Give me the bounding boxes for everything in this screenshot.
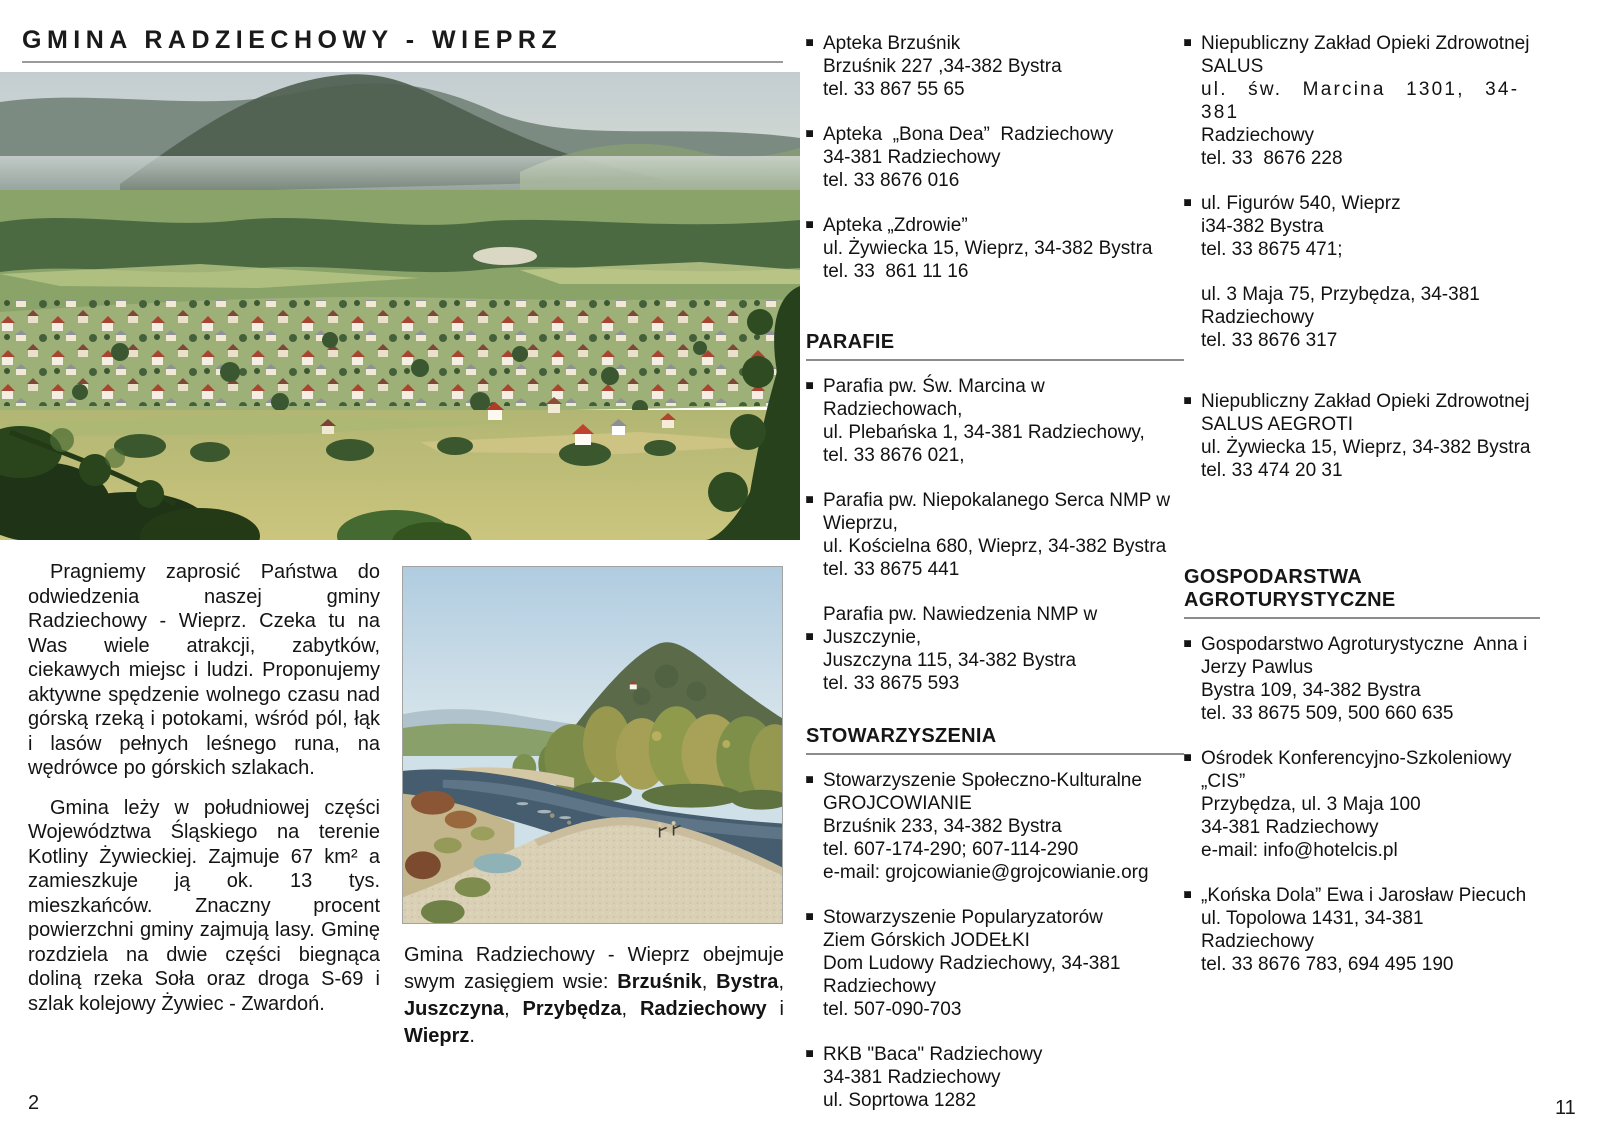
caption-text: .: [469, 1025, 475, 1047]
entry-line: tel. 33 8675 441: [823, 559, 960, 580]
village-name: Juszczyna: [404, 998, 505, 1020]
entry-lines: [1201, 192, 1540, 261]
entry-line: ul. Plebańska 1, 34-381 Radziechowy,: [823, 422, 1145, 443]
bullet-square-icon: [806, 382, 813, 389]
pharmacy-entry: [806, 123, 1184, 192]
bullet-square-icon: [806, 913, 813, 920]
section-heading-parafie: PARAFIE: [806, 331, 1184, 361]
bullet-square-icon: [1184, 397, 1191, 404]
entry-lines: [1201, 390, 1540, 482]
entry-line: ul. Żywiecka 15, Wieprz, 34-382 Bystra: [1201, 437, 1531, 458]
section-heading-gospodarstwa: GOSPODARSTWA AGROTURYSTYCZNE: [1184, 566, 1540, 619]
entry-line: Juszczynie,: [823, 627, 922, 648]
photo1-valley: [0, 190, 800, 314]
bullet-square-icon: [806, 1050, 813, 1057]
entry-line: Jerzy Pawlus: [1201, 657, 1313, 678]
entry-line: Juszczyna 115, 34-382 Bystra: [823, 650, 1077, 671]
bullet-square-icon: [1184, 199, 1191, 206]
parish-entry: [806, 489, 1184, 581]
entry-line: ul. 3 Maja 75, Przybędza, 34-381: [1201, 284, 1480, 305]
parish-entry: [806, 375, 1184, 467]
agrotourism-entry: [1184, 747, 1540, 862]
entry-line: Radziechowy: [1201, 931, 1314, 952]
bullet-square-icon: [1184, 640, 1191, 647]
bullet-square-icon: [806, 221, 813, 228]
entry-line: Brzuśnik 233, 34-382 Bystra: [823, 816, 1062, 837]
entry-line: Parafia pw. Niepokalanego Serca NMP w: [823, 490, 1171, 511]
page-number-right: 11: [1555, 1097, 1576, 1119]
entry-lines: [823, 32, 1184, 101]
entry-line: Wieprzu,: [823, 513, 898, 534]
entry-lines: [1201, 32, 1540, 170]
entry-lines: [1201, 633, 1540, 725]
entry-line: Radziechowach,: [823, 399, 963, 420]
entry-line: e-mail: grojcowianie@grojcowianie.org: [823, 862, 1149, 883]
entry-line: ul. św. Marcina 1301, 34-381: [1201, 79, 1520, 123]
entry-line: tel. 33 8676 317: [1201, 330, 1338, 351]
middle-listing-column: [806, 32, 1184, 1134]
caption-text: ,: [621, 998, 640, 1020]
entry-line: Stowarzyszenie Społeczno-Kulturalne: [823, 770, 1142, 791]
bullet-square-icon: [806, 130, 813, 137]
caption-text: Gmina Radziechowy - Wieprz obejmuje swym zasięgiem wsie:: [404, 944, 784, 993]
village-name: Brzuśnik: [617, 971, 702, 993]
health-entry: [1184, 283, 1540, 352]
entry-lines: [823, 489, 1184, 581]
entry-line: Ziem Górskich JODEŁKI: [823, 930, 1030, 951]
pharmacy-entry: [806, 214, 1184, 283]
bullet-square-icon: [1184, 39, 1191, 46]
entry-line: tel. 33 861 11 16: [823, 261, 969, 282]
entry-line: 34-381 Radziechowy: [823, 147, 1001, 168]
entry-line: i34-382 Bystra: [1201, 216, 1324, 237]
entry-line: Przybędza, ul. 3 Maja 100: [1201, 794, 1421, 815]
entry-lines: [823, 1043, 1184, 1112]
right-listing-column: [1184, 32, 1540, 998]
entry-line: Apteka „Zdrowie”: [823, 215, 968, 236]
entry-line: tel. 33 474 20 31: [1201, 460, 1343, 481]
river-sola-photo: [402, 566, 783, 924]
entry-line: Radziechowy: [823, 976, 936, 997]
entry-line: e-mail: info@hotelcis.pl: [1201, 840, 1398, 861]
bullet-square-icon: [806, 633, 813, 640]
health-entry: [1184, 390, 1540, 482]
page-title: GMINA RADZIECHOWY - WIEPRZ: [22, 26, 563, 54]
bullet-square-icon: [806, 496, 813, 503]
agrotourism-entry: [1184, 884, 1540, 976]
entry-lines: [1201, 747, 1540, 862]
entry-line: ul. Topolowa 1431, 34-381: [1201, 908, 1424, 929]
entry-line: tel. 33 8676 228: [1201, 148, 1343, 169]
health-entries: [1184, 32, 1540, 482]
intro-text-block: [28, 560, 380, 1031]
entry-line: Apteka „Bona Dea” Radziechowy: [823, 124, 1114, 145]
intro-paragraph-1: Pragniemy zaprosić Państwa do odwiedzenia naszej gminy Radziechowy - Wieprz. Czeka tu na Was wiele atrakcji, zabytków, ciekawych miejsc i ludzi. Proponujemy aktywne spędzenie wolnego czasu nad górską rzeką i potokami, wśród pól, łąk i lasów pełnych leśnego runa, na wędrówce po górskich szlakach.: [28, 561, 380, 779]
entry-line: ul. Żywiecka 15, Wieprz, 34-382 Bystra: [823, 238, 1153, 259]
caption-text: ,: [778, 971, 784, 993]
entry-line: ul. Kościelna 680, Wieprz, 34-382 Bystra: [823, 536, 1167, 557]
valley-panorama-photo: [0, 72, 800, 540]
entry-line: Apteka Brzuśnik: [823, 33, 961, 54]
bullet-square-icon: [806, 39, 813, 46]
entry-line: tel. 33 8675 471;: [1201, 239, 1343, 260]
entry-lines: [823, 123, 1184, 192]
association-entry: [806, 769, 1184, 884]
photo-caption: [404, 942, 784, 1050]
photo1-village: [0, 297, 800, 420]
entry-line: Bystra 109, 34-382 Bystra: [1201, 680, 1421, 701]
entry-lines: [823, 603, 1184, 695]
entry-line: tel. 33 8676 783, 694 495 190: [1201, 954, 1454, 975]
entry-line: Brzuśnik 227 ,34-382 Bystra: [823, 56, 1062, 77]
section-heading-stowarzyszenia: STOWARZYSZENIA: [806, 725, 1184, 755]
association-entries: [806, 769, 1184, 1112]
association-entry: [806, 906, 1184, 1021]
entry-lines: [823, 769, 1184, 884]
valley-panorama-illustration: [0, 72, 800, 540]
entry-lines: [1201, 283, 1540, 352]
village-name: Przybędza: [522, 998, 622, 1020]
entry-line: „Końska Dola” Ewa i Jarosław Piecuch: [1201, 885, 1527, 906]
entry-line: Radziechowy: [1201, 125, 1314, 146]
entry-line: ul. Figurów 540, Wieprz: [1201, 193, 1401, 214]
entry-line: Niepubliczny Zakład Opieki Zdrowotnej: [1201, 391, 1530, 412]
intro-paragraph-2: Gmina leży w południowej części Województwa Śląskiego na terenie Kotliny Żywieckiej. Zajmuje 67 km² a zamieszkuje ją ok. 13 tys. mieszkańców. Znaczny procent powierzchni gminy zajmują lasy. Gminę rozdziela na dwie części biegnąca doliną rzeka Soła oraz droga S-69 i szlak kolejowy Żywiec - Zwardoń.: [28, 796, 380, 1015]
village-name: Wieprz: [404, 1025, 470, 1047]
river-illustration: [403, 567, 782, 923]
entry-line: „CIS”: [1201, 771, 1246, 792]
entry-line: tel. 33 867 55 65: [823, 79, 965, 100]
entry-line: tel. 607-174-290; 607-114-290: [823, 839, 1079, 860]
agrotourism-entry: [1184, 633, 1540, 725]
caption-text: ,: [701, 971, 717, 993]
entry-lines: [823, 214, 1184, 283]
bullet-square-icon: [1184, 891, 1191, 898]
page-number-left: 2: [28, 1092, 40, 1114]
association-entry: [806, 1043, 1184, 1112]
entry-line: Radziechowy: [1201, 307, 1314, 328]
village-name: Radziechowy: [639, 998, 767, 1020]
health-entry: [1184, 32, 1540, 170]
entry-line: tel. 33 8676 021,: [823, 445, 965, 466]
entry-line: tel. 33 8676 016: [823, 170, 960, 191]
entry-lines: [823, 375, 1184, 467]
entry-line: SALUS: [1201, 56, 1264, 77]
pharmacy-entry: [806, 32, 1184, 101]
entry-line: Parafia pw. Nawiedzenia NMP w: [823, 604, 1098, 625]
entry-line: RKB "Baca" Radziechowy: [823, 1044, 1043, 1065]
agrotourism-entries: [1184, 633, 1540, 976]
parish-entries: [806, 375, 1184, 695]
pharmacy-entries: [806, 32, 1184, 283]
caption-text: ,: [504, 998, 523, 1020]
caption-text: i: [766, 998, 784, 1020]
title-underline-rule: [22, 61, 783, 63]
entry-lines: [1201, 884, 1540, 976]
entry-line: 34-381 Radziechowy: [1201, 817, 1379, 838]
entry-line: Dom Ludowy Radziechowy, 34-381: [823, 953, 1121, 974]
entry-lines: [823, 906, 1184, 1021]
entry-line: Stowarzyszenie Popularyzatorów: [823, 907, 1103, 928]
entry-line: tel. 33 8675 509, 500 660 635: [1201, 703, 1454, 724]
entry-line: GROJCOWIANIE: [823, 793, 972, 814]
entry-line: ul. Soprtowa 1282: [823, 1090, 977, 1111]
health-entry: [1184, 192, 1540, 261]
parish-entry: [806, 603, 1184, 695]
entry-line: Ośrodek Konferencyjno-Szkoleniowy: [1201, 748, 1512, 769]
entry-line: Gospodarstwo Agroturystyczne Anna i: [1201, 634, 1528, 655]
entry-line: Parafia pw. Św. Marcina w: [823, 376, 1045, 397]
entry-line: tel. 33 8675 593: [823, 673, 960, 694]
entry-line: 34-381 Radziechowy: [823, 1067, 1001, 1088]
entry-line: Niepubliczny Zakład Opieki Zdrowotnej: [1201, 33, 1530, 54]
bullet-square-icon: [1184, 754, 1191, 761]
entry-line: tel. 507-090-703: [823, 999, 962, 1020]
entry-line: SALUS AEGROTI: [1201, 414, 1354, 435]
village-name: Bystra: [716, 971, 779, 993]
bullet-square-icon: [806, 776, 813, 783]
